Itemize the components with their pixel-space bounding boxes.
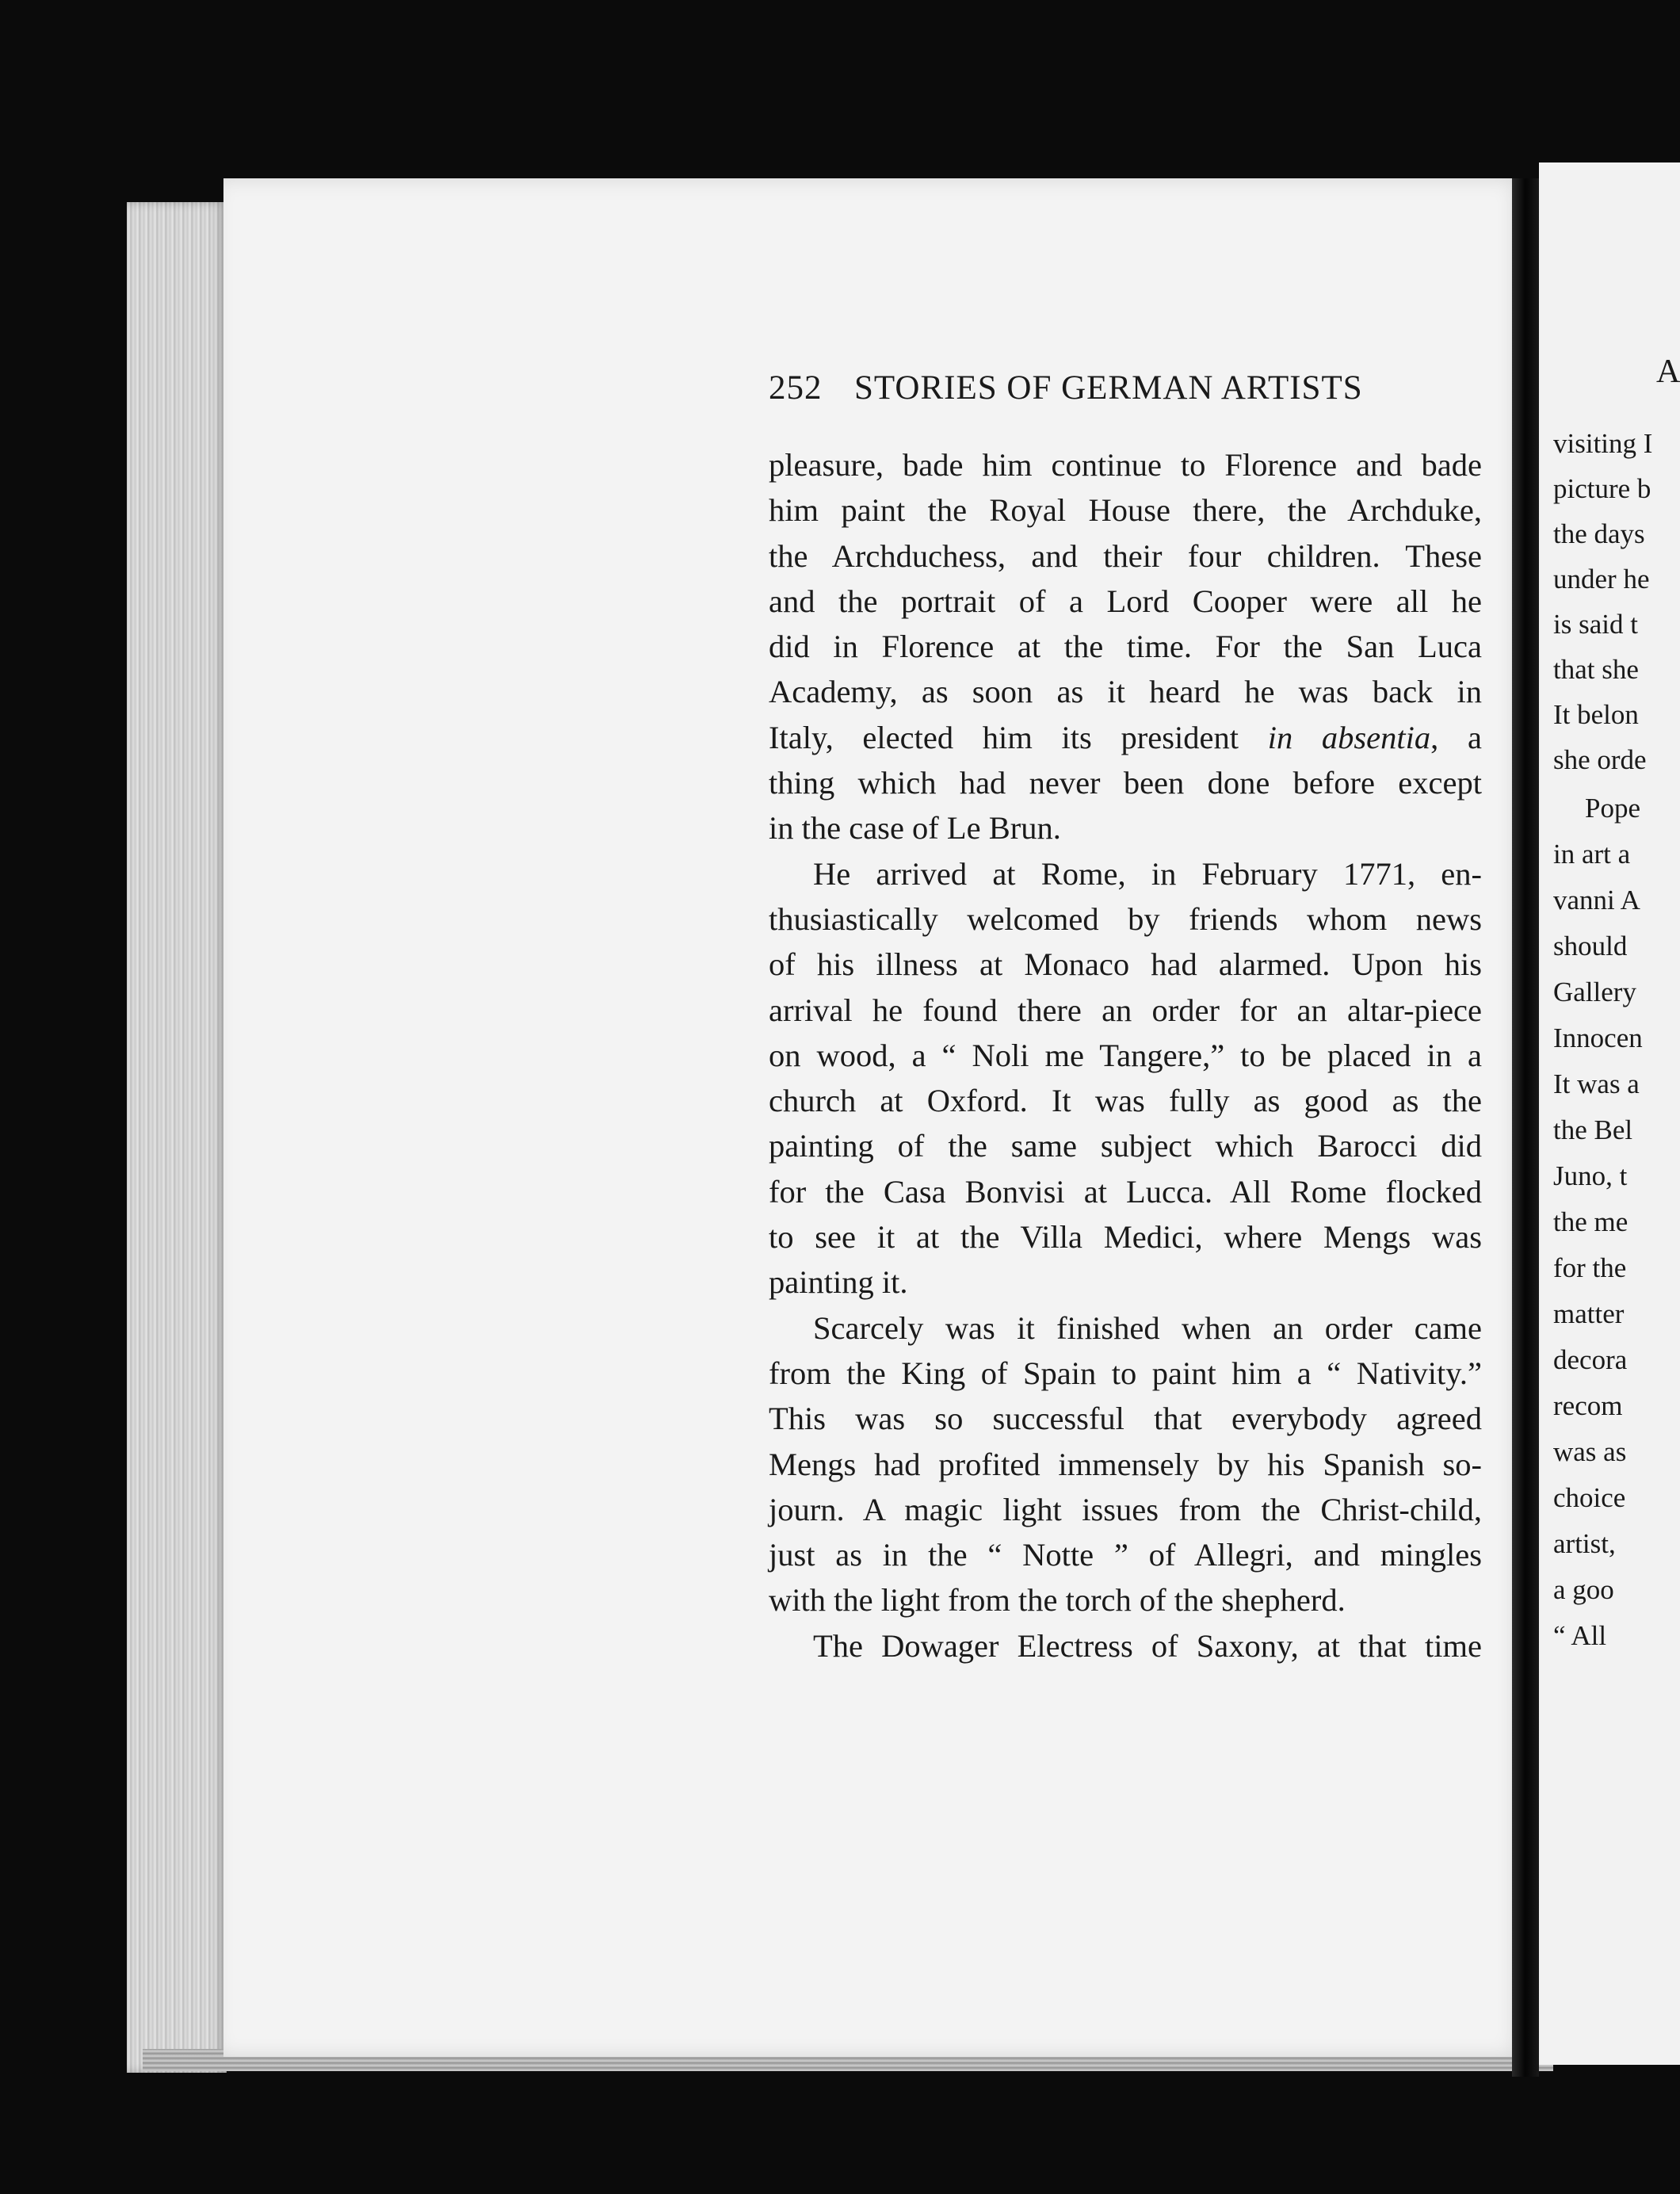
facing-text-line: picture b <box>1553 473 1651 504</box>
facing-text-line: Innocen <box>1553 1022 1643 1053</box>
facing-text-line: It was a <box>1553 1068 1640 1099</box>
facing-text-line: artist, <box>1553 1528 1616 1559</box>
text-line: painting it. <box>769 1264 908 1301</box>
facing-text-line: the days <box>1553 518 1645 549</box>
text-line: arrival he found there an order for an altar-piece <box>769 992 1482 1028</box>
facing-text-line: for the <box>1553 1252 1627 1283</box>
book-gutter <box>1512 178 1539 2077</box>
facing-text-line: should <box>1553 931 1628 961</box>
text-line: from the King of Spain to paint him a “ Nativity.” <box>769 1355 1482 1391</box>
text-line: to see it at the Villa Medici, where Mengs was <box>769 1219 1482 1256</box>
text-line: journ. A magic light issues from the Christ-child, <box>769 1491 1482 1527</box>
facing-text-line: decora <box>1553 1344 1628 1375</box>
text-line: Mengs had profited immensely by his Spanish so- <box>769 1446 1482 1482</box>
text-line: Scarcely was it finished when an order came <box>813 1309 1482 1346</box>
facing-text-line: the me <box>1553 1206 1628 1237</box>
facing-text-line: “ All <box>1553 1620 1607 1651</box>
text-line: the Archduchess, and their four children. These <box>769 537 1482 574</box>
facing-running-head-fragment: A <box>1656 354 1680 390</box>
text-line: Academy, as soon as it heard he was back in <box>769 674 1482 710</box>
facing-text-line: matter <box>1553 1298 1625 1329</box>
text-line: thing which had never been done before except <box>769 765 1482 801</box>
page-number: 252 <box>769 369 823 407</box>
facing-text-line: recom <box>1553 1390 1623 1421</box>
text-line: with the light from the torch of the shepherd. <box>769 1582 1346 1619</box>
facing-text-line: under he <box>1553 564 1650 594</box>
facing-text-line: that she <box>1553 654 1639 685</box>
text-line: did in Florence at the time. For the San Luca <box>769 629 1482 665</box>
text-line: The Dowager Electress of Saxony, at that time <box>813 1627 1482 1664</box>
running-head <box>769 369 1482 416</box>
facing-text-line: Pope <box>1585 793 1640 824</box>
facing-text-line: a goo <box>1553 1574 1614 1605</box>
facing-text-line: is said t <box>1553 609 1638 640</box>
facing-text-line: Gallery <box>1553 977 1636 1007</box>
facing-text-line: in art a <box>1553 839 1631 870</box>
text-line: This was so successful that everybody agreed <box>769 1401 1482 1437</box>
text-line: He arrived at Rome, in February 1771, en- <box>813 855 1482 892</box>
facing-text-line: Juno, t <box>1553 1160 1628 1191</box>
facing-text-line: vanni A <box>1553 885 1640 915</box>
facing-text-line: the Bel <box>1553 1114 1633 1145</box>
running-head-title: STORIES OF GERMAN ARTISTS <box>854 369 1363 407</box>
facing-text-line: It belon <box>1553 699 1639 730</box>
facing-text-line: she orde <box>1553 744 1647 775</box>
text-line: for the Casa Bonvisi at Lucca. All Rome flocked <box>769 1173 1482 1210</box>
text-line: of his illness at Monaco had alarmed. Upon his <box>769 946 1482 983</box>
facing-text-line: was as <box>1553 1436 1627 1467</box>
page-stack-edges <box>127 202 227 2073</box>
text-line: pleasure, bade him continue to Florence and bade <box>769 447 1482 483</box>
text-line: on wood, a “ Noli me Tangere,” to be placed in a <box>769 1037 1482 1073</box>
text-line: thusiastically welcomed by friends whom news <box>769 900 1482 937</box>
text-line: painting of the same subject which Barocci did <box>769 1128 1482 1164</box>
text-line: church at Oxford. It was fully as good as the <box>769 1083 1482 1119</box>
facing-text-line: visiting I <box>1553 428 1653 459</box>
text-line: just as in the “ Notte ” of Allegri, and mingles <box>769 1537 1482 1573</box>
facing-text-line: choice <box>1553 1482 1626 1513</box>
text-line: Italy, elected him its president in absentia, a <box>769 719 1482 755</box>
body-text <box>769 442 1482 1668</box>
text-line: and the portrait of a Lord Cooper were all he <box>769 583 1482 619</box>
text-line: him paint the Royal House there, the Archduke, <box>769 492 1482 529</box>
text-line: in the case of Le Brun. <box>769 810 1061 847</box>
